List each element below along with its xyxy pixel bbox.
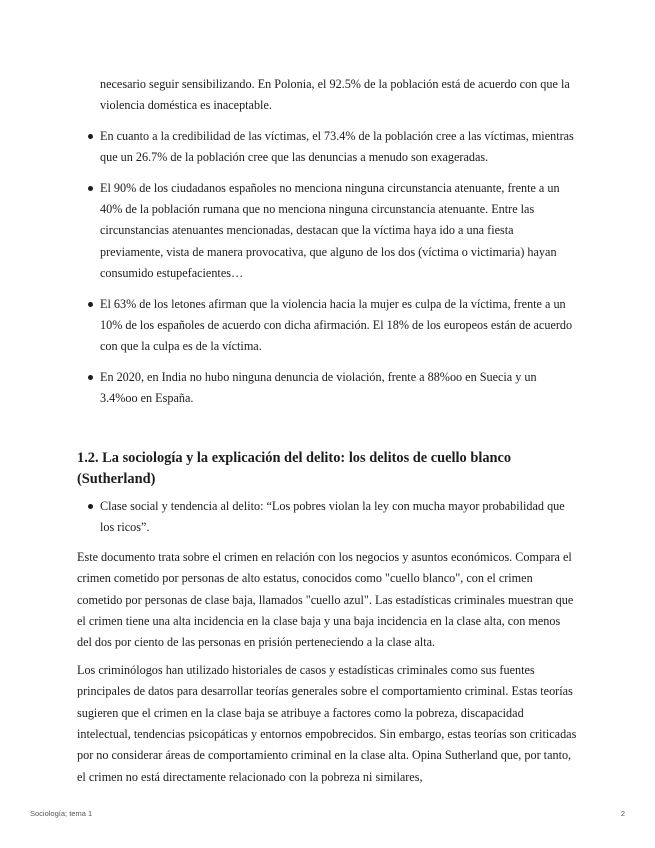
- statistics-bullet-list: [77, 74, 577, 410]
- section-heading: 1.2. La sociología y la explicación del delito: los delitos de cuello blanco (Sutherland): [77, 449, 512, 488]
- bullet-item-mitigating-circumstances: El 90% de los ciudadanos españoles no menciona ninguna circunstancia atenuante, frente a un 40% de la población rumana que no menciona ninguna circunstancia atenuante. Entre las circunstancias atenuantes mencionadas, destacan que la víctima haya ido a una fiesta previamente, vista de manera provocativa, que alguno de los dos (víctima o victimaria) hayan consumido estupefacientes…: [77, 178, 577, 285]
- bullet-item-victim-blame: El 63% de los letones afirman que la violencia hacia la mujer es culpa de la víctima, frente a un 10% de los españoles de acuerdo con dicha afirmación. El 18% de los europeos están de acuerdo con que la culpa es de la víctima.: [77, 294, 577, 358]
- bullet-item-social-class: Clase social y tendencia al delito: “Los pobres violan la ley con mucha mayor probabilidad que los ricos”.: [77, 496, 577, 539]
- page-footer: [30, 809, 625, 818]
- bullet-item-continuation: necesario seguir sensibilizando. En Polonia, el 92.5% de la población está de acuerdo con que la violencia doméstica es inaceptable.: [100, 77, 570, 113]
- paragraph-criminologists: Los criminólogos han utilizado historiales de casos y estadísticas criminales como sus fuentes principales de datos para desarrollar teorías generales sobre el comportamiento criminal. Estas teorías sugieren que el crimen en la clase baja se atribuye a factores como la pobreza, discapacidad intelectual, tendencias psicopáticas y entornos empobrecidos. Sin embargo, estas teorías son criticadas por no considerar áreas de comportamiento criminal en la clase alta. Opina Sutherland que, por tanto, el crimen no está directamente relacionado con la pobreza ni similares,: [77, 662, 577, 784]
- section-bullet-list: [77, 496, 577, 539]
- footer-course-label: Sociología; tema 1: [30, 809, 93, 818]
- bullet-item-rape-reports: En 2020, en India no hubo ninguna denuncia de violación, frente a 88%oo en Suecia y un 3.4%oo en España.: [77, 367, 577, 410]
- bullet-item-credibility: En cuanto a la credibilidad de las víctimas, el 73.4% de la población cree a las víctimas, mientras que un 26.7% de la población cree que las denuncias a menudo son exageradas.: [77, 126, 577, 169]
- page-content: [77, 74, 577, 794]
- paragraph-white-collar-crime: Este documento trata sobre el crimen en relación con los negocios y asuntos económicos. Compara el crimen cometido por personas de alto estatus, conocidos como "cuello blanco", con el crimen cometido por personas de clase baja, llamados "cuello azul". Las estadísticas criminales muestran que el crimen tiene una alta incidencia en la clase baja y una baja incidencia en la clase alta, con menos del dos por ciento de las personas en prisión perteneciendo a la clase alta.: [77, 549, 574, 650]
- page-number: 2: [620, 809, 625, 818]
- body-text: [77, 547, 577, 788]
